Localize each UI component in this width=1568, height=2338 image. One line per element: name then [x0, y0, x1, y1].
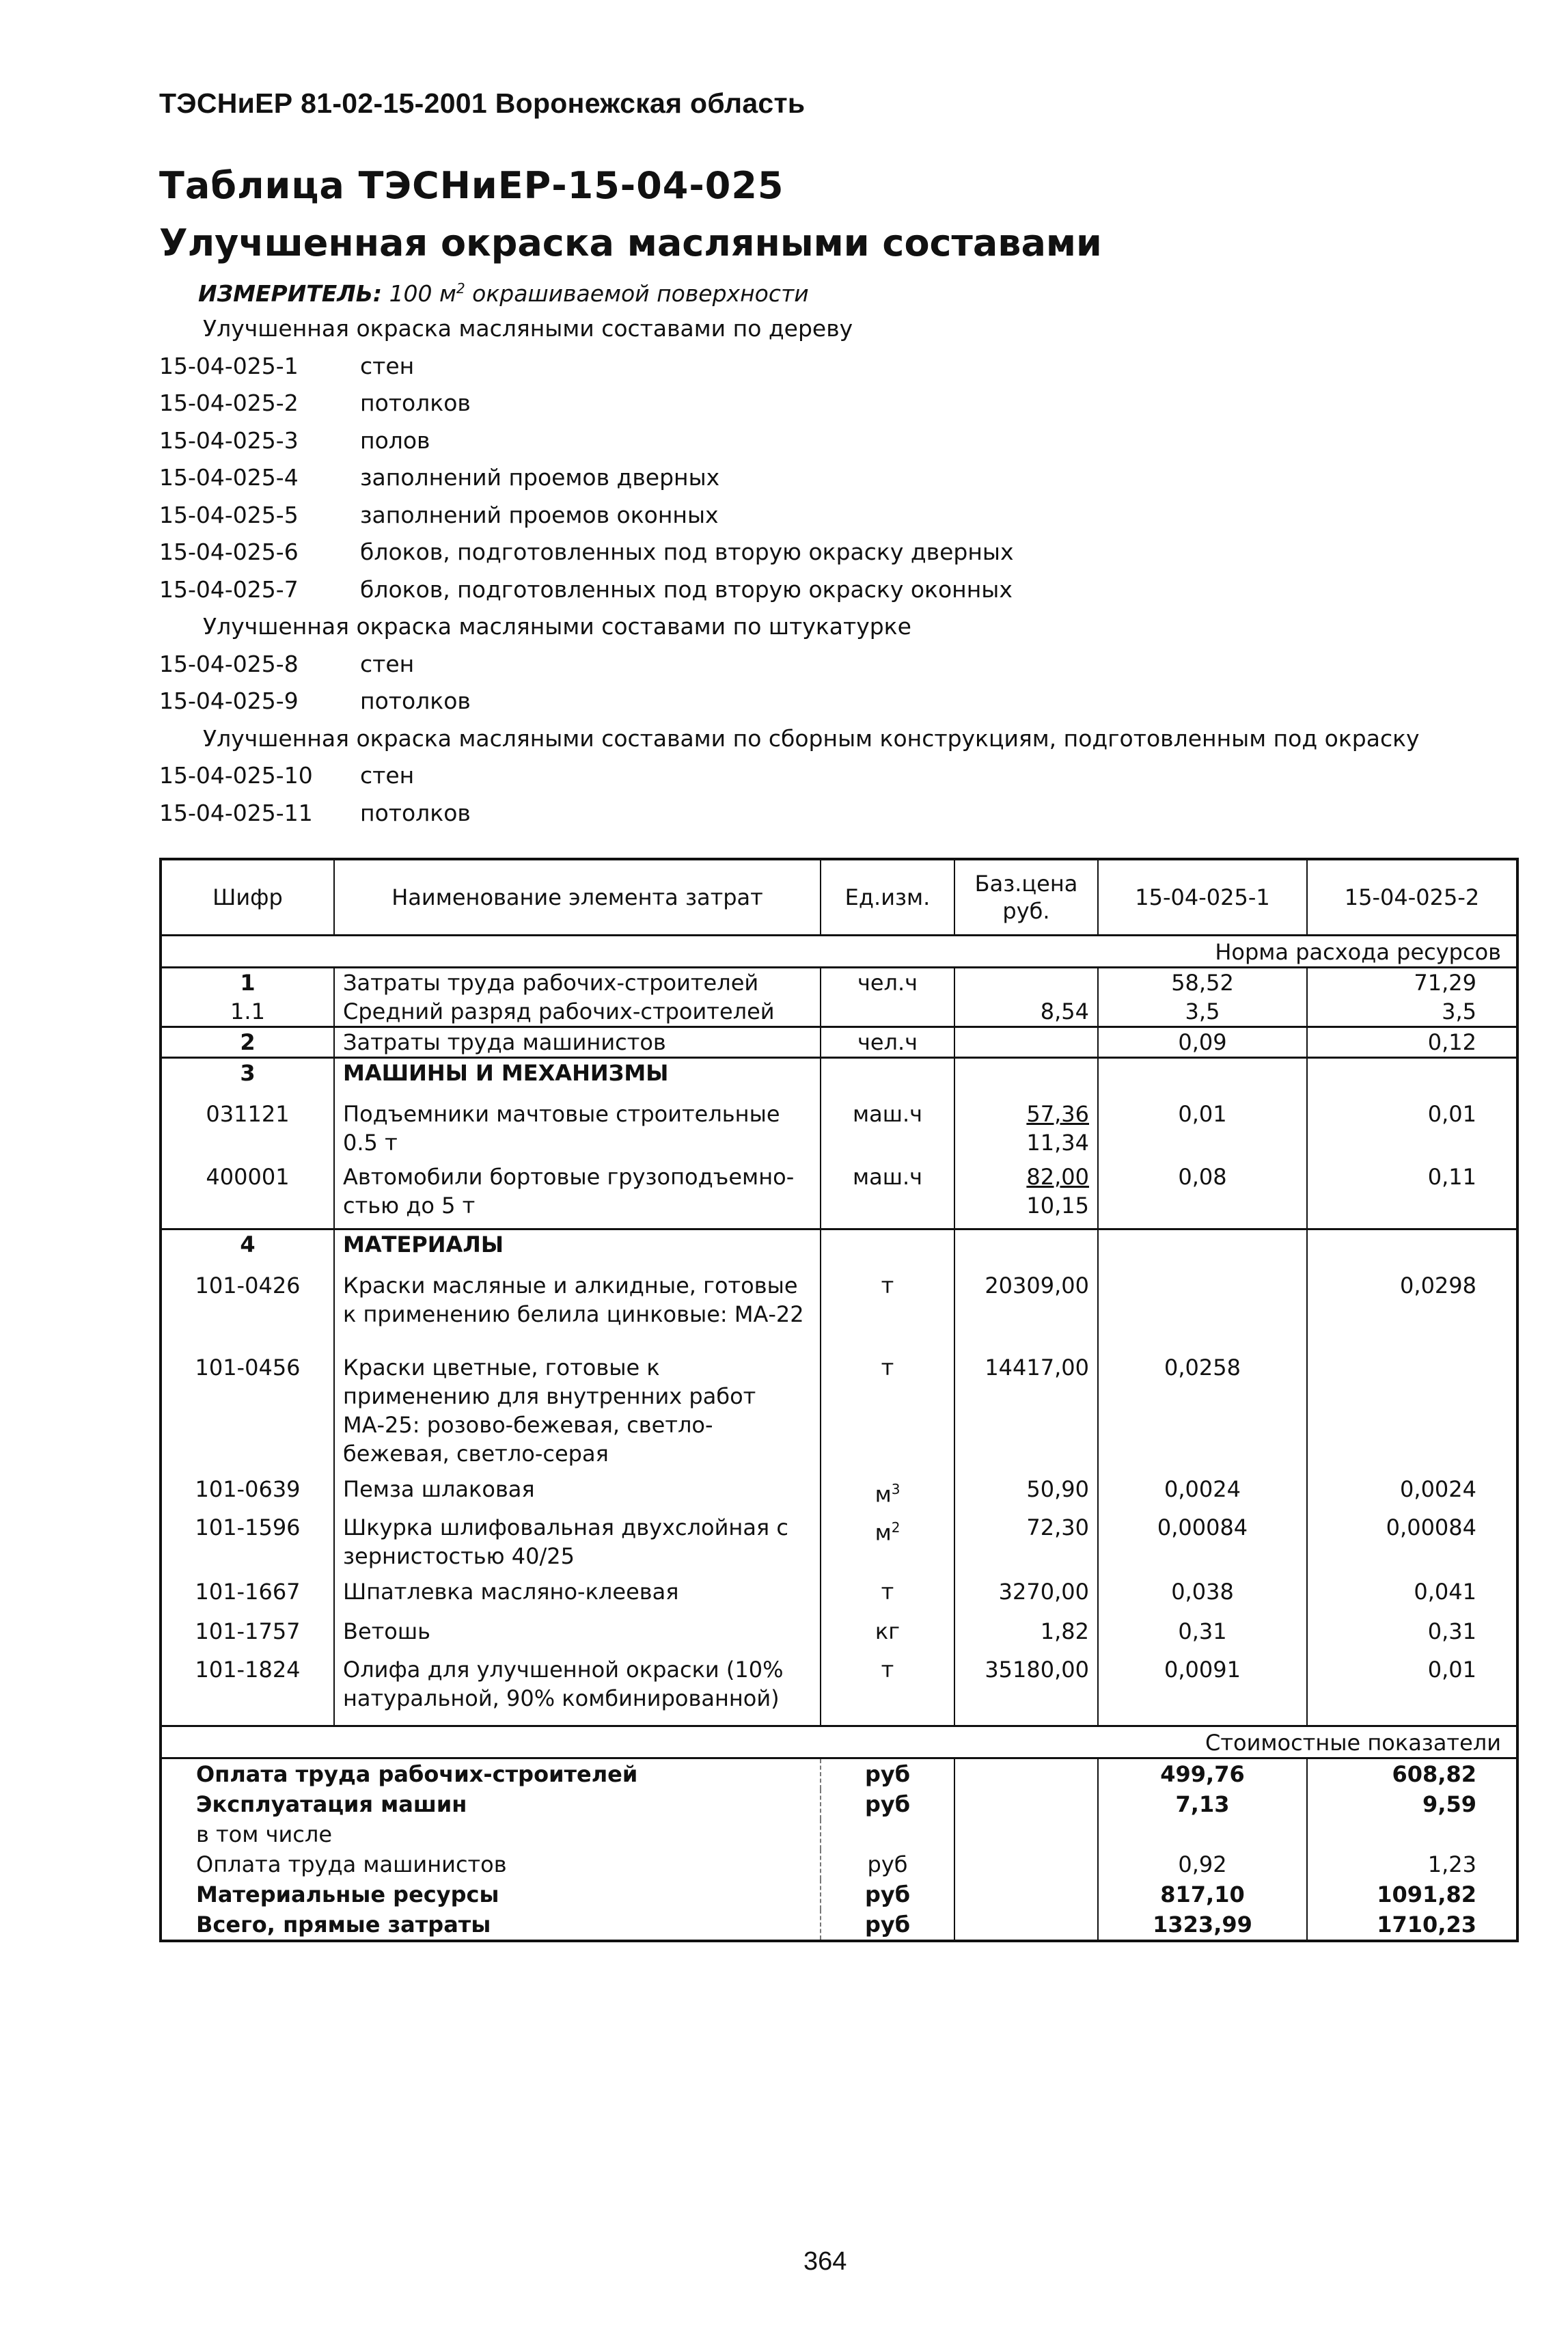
row-value-1 [1098, 1271, 1307, 1353]
row-value-2: 0,31 [1307, 1617, 1517, 1655]
measure-rest: окрашиваемой поверхности [465, 280, 809, 307]
row-unit-text: чел.ч [857, 970, 918, 996]
table-row [161, 1353, 1517, 1475]
row-name: Краски масляные и алкидные, готовые к применению белила цинковые: МА-22 [334, 1271, 821, 1353]
row-unit-text: м [875, 1519, 892, 1546]
code-item [159, 385, 1457, 422]
row-name: Автомобили бортовые грузоподъемно-стью до 5 т [334, 1163, 821, 1229]
row-name: Средний разряд рабочих-строителей [334, 997, 821, 1027]
item-name: стен [360, 352, 415, 379]
row-name: МАШИНЫ И МЕХАНИЗМЫ [334, 1058, 821, 1100]
row-unit [821, 1513, 954, 1577]
row-value-2: 0,0298 [1307, 1271, 1517, 1353]
summary-row [161, 1758, 1517, 1790]
band-label: Норма расхода ресурсов [161, 936, 1517, 968]
band-label: Стоимостные показатели [161, 1726, 1517, 1758]
row-name: Шкурка шлифовальная двухслойная с зернистостью 40/25 [334, 1513, 821, 1577]
item-code: 15-04-025-5 [159, 501, 299, 528]
band-row [161, 936, 1517, 968]
table-row [161, 1513, 1517, 1577]
row-code: 101-1596 [161, 1513, 334, 1577]
row-unit-text: маш.ч [852, 1164, 923, 1190]
measure-value: 100 м [389, 280, 456, 307]
summary-unit: руб [821, 1849, 954, 1879]
table-row [161, 1475, 1517, 1513]
group-title: Улучшенная окраска масляными составами по дереву [203, 315, 853, 342]
row-value-2 [1307, 1058, 1517, 1100]
summary-value-2: 1710,23 [1307, 1909, 1517, 1941]
item-code: 15-04-025-9 [159, 688, 299, 714]
row-unit-text: м [875, 1481, 892, 1508]
row-name: Шпатлевка масляно-клеевая [334, 1577, 821, 1617]
summary-price [954, 1849, 1098, 1879]
table-row [161, 1027, 1517, 1058]
row-value-2: 0,041 [1307, 1577, 1517, 1617]
row-unit-text: т [881, 1579, 894, 1605]
summary-value-2: 1,23 [1307, 1849, 1517, 1879]
row-code: 101-1757 [161, 1617, 334, 1655]
row-value-2 [1307, 1353, 1517, 1475]
row-name: Затраты труда рабочих-строителей [334, 968, 821, 998]
row-unit [821, 1577, 954, 1617]
row-price [954, 1513, 1098, 1577]
code-list [159, 310, 1457, 832]
row-unit [821, 1617, 954, 1655]
table-row [161, 968, 1517, 998]
summary-value-1 [1098, 1819, 1307, 1849]
row-unit-text: кг [875, 1618, 900, 1644]
row-price [954, 1655, 1098, 1715]
row-name: Пемза шлаковая [334, 1475, 821, 1513]
spacer-cell [821, 1715, 954, 1726]
row-unit [821, 1058, 954, 1100]
running-header: ТЭСНиЕР 81-02-15-2001 Воронежская область [159, 87, 806, 119]
row-code: 1 [161, 968, 334, 998]
col-header-unit: Ед.изм. [821, 859, 954, 936]
row-name: МАТЕРИАЛЫ [334, 1229, 821, 1272]
code-item [159, 422, 1457, 460]
summary-value-1: 817,10 [1098, 1879, 1307, 1909]
row-price [954, 1229, 1098, 1272]
row-price-value: 35180,00 [985, 1657, 1089, 1683]
band-row [161, 1726, 1517, 1758]
summary-row [161, 1879, 1517, 1909]
row-code: 101-0639 [161, 1475, 334, 1513]
row-unit [821, 997, 954, 1027]
row-value-1: 0,00084 [1098, 1513, 1307, 1577]
row-unit [821, 1229, 954, 1272]
row-price-value: 14417,00 [985, 1355, 1089, 1381]
summary-value-2: 1091,82 [1307, 1879, 1517, 1909]
summary-value-1: 7,13 [1098, 1789, 1307, 1819]
item-name: заполнений проемов дверных [360, 464, 720, 491]
row-unit [821, 1475, 954, 1513]
row-unit [821, 1100, 954, 1163]
row-unit-text: т [881, 1657, 894, 1683]
summary-label: Оплата труда машинистов [161, 1849, 821, 1879]
row-value-2: 0,01 [1307, 1100, 1517, 1163]
measure-line [198, 280, 809, 307]
row-code: 101-1667 [161, 1577, 334, 1617]
summary-value-2 [1307, 1819, 1517, 1849]
row-value-1: 58,52 [1098, 968, 1307, 998]
code-item [159, 795, 1457, 832]
row-price [954, 1100, 1098, 1163]
row-value-2: 0,00084 [1307, 1513, 1517, 1577]
row-unit [821, 1655, 954, 1715]
item-code: 15-04-025-11 [159, 799, 313, 826]
row-price [954, 1271, 1098, 1353]
row-unit [821, 1353, 954, 1475]
row-name: Краски цветные, готовые к применению для внутренних работ МА-25: розово-бежевая, светло-бежевая, светло-серая [334, 1353, 821, 1475]
row-price [954, 1475, 1098, 1513]
row-value-1: 0,31 [1098, 1617, 1307, 1655]
row-code: 101-1824 [161, 1655, 334, 1715]
row-value-2: 0,0024 [1307, 1475, 1517, 1513]
item-name: стен [360, 762, 415, 789]
item-code: 15-04-025-10 [159, 762, 313, 789]
summary-label: Оплата труда рабочих-строителей [161, 1758, 821, 1790]
summary-label: Материальные ресурсы [161, 1879, 821, 1909]
col-header-v1: 15-04-025-1 [1098, 859, 1307, 936]
summary-row [161, 1819, 1517, 1849]
row-unit-sup: 2 [891, 1519, 900, 1536]
row-unit-text: чел.ч [857, 1029, 918, 1055]
row-price [954, 1577, 1098, 1617]
row-value-1: 0,0258 [1098, 1353, 1307, 1475]
table-row [161, 1100, 1517, 1163]
row-name: Олифа для улучшенной окраски (10% натуральной, 90% комбинированной) [334, 1655, 821, 1715]
row-value-2: 0,01 [1307, 1655, 1517, 1715]
row-unit [821, 1271, 954, 1353]
item-code: 15-04-025-1 [159, 352, 299, 379]
code-item [159, 646, 1457, 683]
measure-sup: 2 [456, 280, 465, 297]
row-value-1: 0,038 [1098, 1577, 1307, 1617]
item-name: блоков, подготовленных под вторую окраску дверных [360, 539, 1014, 565]
row-unit-text: маш.ч [852, 1101, 923, 1127]
row-value-1: 0,0091 [1098, 1655, 1307, 1715]
table-row [161, 1655, 1517, 1715]
summary-label: в том числе [161, 1819, 821, 1849]
row-value-2: 71,29 [1307, 968, 1517, 998]
row-code: 400001 [161, 1163, 334, 1229]
row-value-1: 0,0024 [1098, 1475, 1307, 1513]
row-value-1 [1098, 1229, 1307, 1272]
row-price [954, 997, 1098, 1027]
col-header-v2: 15-04-025-2 [1307, 859, 1517, 936]
item-code: 15-04-025-7 [159, 575, 299, 603]
item-name: потолков [360, 688, 471, 714]
table-title: Таблица ТЭСНиЕР-15-04-025 [159, 164, 784, 207]
table-header-row [161, 859, 1517, 936]
row-code: 1.1 [161, 997, 334, 1027]
row-code: 031121 [161, 1100, 334, 1163]
summary-label: Эксплуатация машин [161, 1789, 821, 1819]
row-price [954, 1617, 1098, 1655]
row-price [954, 1353, 1098, 1475]
summary-value-1: 1323,99 [1098, 1909, 1307, 1941]
spacer-row [161, 1715, 1517, 1726]
table-row [161, 1229, 1517, 1272]
table-row [161, 1271, 1517, 1353]
col-header-code: Шифр [161, 859, 334, 936]
row-price-value: 50,90 [1026, 1476, 1089, 1502]
row-value-1: 0,09 [1098, 1027, 1307, 1058]
group-title: Улучшенная окраска масляными составами по штукатурке [203, 613, 911, 640]
col-header-price: Баз.цена руб. [954, 859, 1098, 936]
table-row [161, 1163, 1517, 1229]
row-unit-text: т [881, 1355, 894, 1381]
spacer-cell [1098, 1715, 1307, 1726]
row-code: 4 [161, 1229, 334, 1272]
summary-row [161, 1849, 1517, 1879]
summary-price [954, 1909, 1098, 1941]
summary-price [954, 1879, 1098, 1909]
row-value-2: 3,5 [1307, 997, 1517, 1027]
row-value-2: 0,11 [1307, 1163, 1517, 1229]
item-code: 15-04-025-4 [159, 464, 299, 491]
code-item [159, 348, 1457, 385]
row-price-value: 8,54 [1040, 998, 1089, 1024]
summary-unit: руб [821, 1909, 954, 1941]
row-price-value: 72,30 [1026, 1514, 1089, 1540]
row-price-value: 57,36 [1026, 1101, 1089, 1127]
row-code: 101-0426 [161, 1271, 334, 1353]
row-unit [821, 968, 954, 998]
row-name: Подъемники мачтовые строительные 0.5 т [334, 1100, 821, 1163]
summary-price [954, 1758, 1098, 1790]
summary-price [954, 1819, 1098, 1849]
summary-value-1: 0,92 [1098, 1849, 1307, 1879]
spacer-cell [1307, 1715, 1517, 1726]
code-item [159, 683, 1457, 720]
row-price [954, 968, 1098, 998]
row-price-value: 20309,00 [985, 1273, 1089, 1299]
row-value-1: 0,01 [1098, 1100, 1307, 1163]
row-price-value: 3270,00 [998, 1579, 1089, 1605]
summary-label: Всего, прямые затраты [161, 1909, 821, 1941]
group-title: Улучшенная окраска масляными составами по сборным конструкциям, подготовленным под окраску [203, 724, 1420, 752]
spacer-cell [954, 1715, 1098, 1726]
row-code: 101-0456 [161, 1353, 334, 1475]
table-subtitle: Улучшенная окраска масляными составами [159, 221, 1102, 264]
item-name: заполнений проемов оконных [360, 501, 719, 528]
row-price-value: 82,00 [1026, 1164, 1089, 1190]
row-unit [821, 1163, 954, 1229]
item-name: стен [360, 650, 415, 677]
row-name: Затраты труда машинистов [334, 1027, 821, 1058]
row-value-2: 0,12 [1307, 1027, 1517, 1058]
spacer-cell [334, 1715, 821, 1726]
row-price-machinist: 11,34 [1026, 1130, 1089, 1156]
table-row [161, 1617, 1517, 1655]
row-price [954, 1163, 1098, 1229]
code-item [159, 459, 1457, 497]
row-value-1: 3,5 [1098, 997, 1307, 1027]
row-price [954, 1058, 1098, 1100]
row-value-2 [1307, 1229, 1517, 1272]
summary-unit [821, 1819, 954, 1849]
summary-value-2: 608,82 [1307, 1758, 1517, 1790]
row-price-value: 1,82 [1040, 1618, 1089, 1644]
item-name: потолков [360, 799, 471, 826]
row-unit-sup: 3 [891, 1481, 900, 1497]
table-row [161, 997, 1517, 1027]
row-unit [821, 1027, 954, 1058]
item-code: 15-04-025-6 [159, 539, 299, 565]
item-name: полов [360, 426, 430, 454]
spacer-cell [161, 1715, 334, 1726]
summary-value-2: 9,59 [1307, 1789, 1517, 1819]
summary-unit: руб [821, 1789, 954, 1819]
row-name: Ветошь [334, 1617, 821, 1655]
code-item [159, 497, 1457, 534]
code-item [159, 571, 1457, 609]
item-code: 15-04-025-2 [159, 390, 299, 416]
summary-unit: руб [821, 1758, 954, 1790]
item-code: 15-04-025-3 [159, 426, 299, 454]
summary-value-1: 499,76 [1098, 1758, 1307, 1790]
resource-table [159, 858, 1519, 1942]
code-item [159, 534, 1457, 571]
measure-label: ИЗМЕРИТЕЛЬ: [198, 280, 383, 307]
row-price [954, 1027, 1098, 1058]
row-value-1 [1098, 1058, 1307, 1100]
item-name: потолков [360, 390, 471, 416]
page-number: 364 [803, 2247, 847, 2276]
table-row [161, 1577, 1517, 1617]
row-code: 3 [161, 1058, 334, 1100]
summary-row [161, 1789, 1517, 1819]
summary-unit: руб [821, 1879, 954, 1909]
row-price-machinist: 10,15 [1026, 1193, 1089, 1219]
row-value-1: 0,08 [1098, 1163, 1307, 1229]
table-row [161, 1058, 1517, 1100]
item-code: 15-04-025-8 [159, 650, 299, 677]
row-code: 2 [161, 1027, 334, 1058]
code-item [159, 757, 1457, 795]
summary-price [954, 1789, 1098, 1819]
summary-row [161, 1909, 1517, 1941]
row-unit-text: т [881, 1273, 894, 1299]
col-header-name: Наименование элемента затрат [334, 859, 821, 936]
item-name: блоков, подготовленных под вторую окраску оконных [360, 575, 1013, 603]
